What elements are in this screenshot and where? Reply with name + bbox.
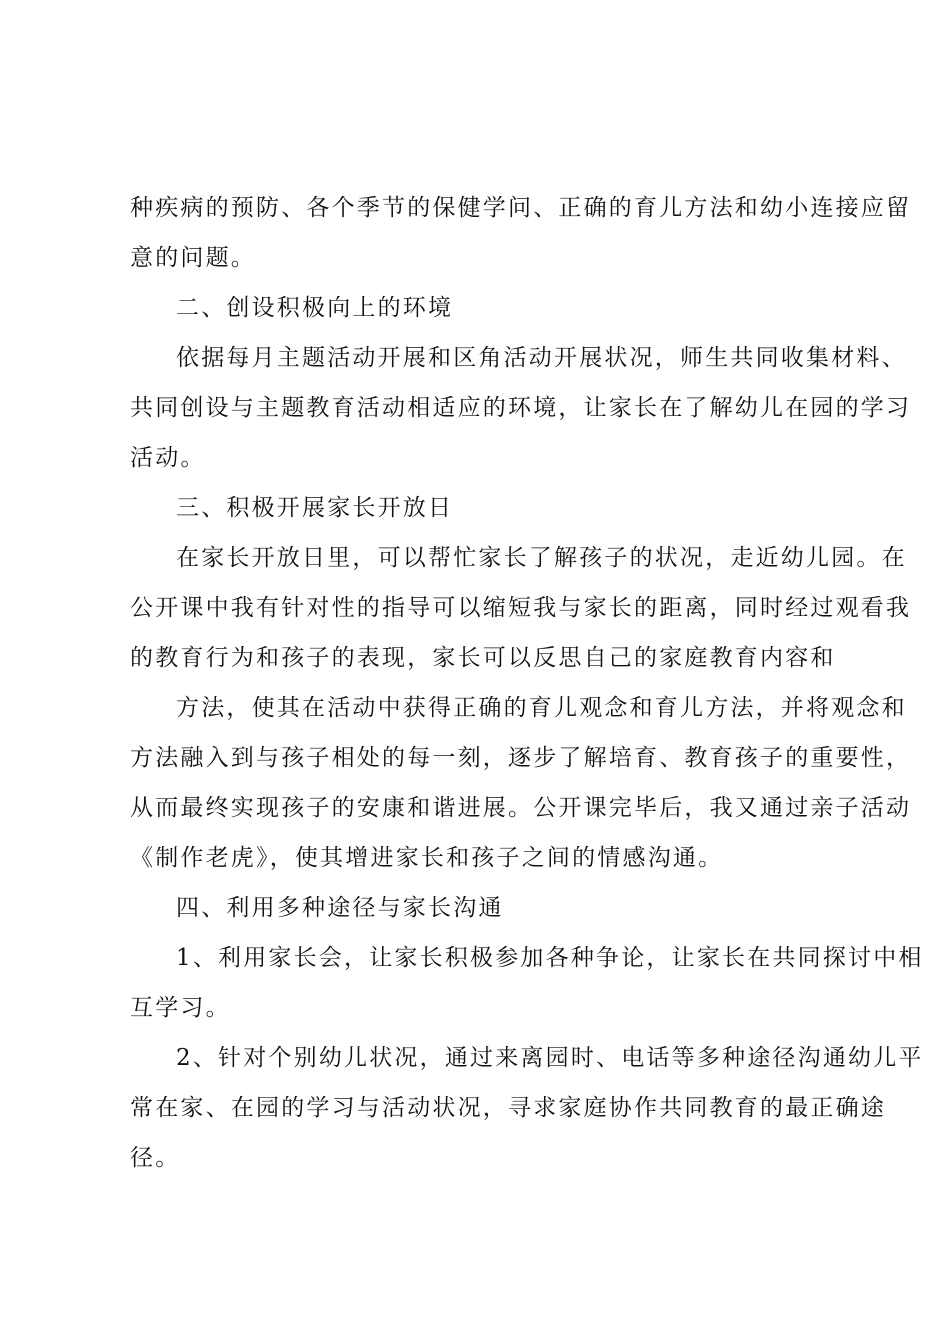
- text-line: 在家长开放日里，可以帮忙家长了解孩子的状况，走近幼儿园。在: [176, 545, 907, 571]
- text-line: 方法，使其在活动中获得正确的育儿观念和育儿方法，并将观念和: [176, 695, 907, 721]
- text-line: 共同创设与主题教育活动相适应的环境，让家长在了解幼儿在园的学习: [130, 395, 912, 421]
- text-line: 的教育行为和孩子的表现，家长可以反思自己的家庭教育内容和: [130, 645, 836, 671]
- text-line: 依据每月主题活动开展和区角活动开展状况，师生共同收集材料、: [176, 345, 907, 371]
- text-line: 公开课中我有针对性的指导可以缩短我与家长的距离，同时经过观看我: [130, 595, 912, 621]
- text-line: 种疾病的预防、各个季节的保健学问、正确的育儿方法和幼小连接应留: [130, 195, 912, 221]
- text-line: 从而最终实现孩子的安康和谐进展。公开课完毕后，我又通过亲子活动: [130, 795, 912, 821]
- text-line: 互学习。: [130, 995, 231, 1021]
- section-heading: 二、创设积极向上的环境: [176, 295, 454, 321]
- text-line: 2、针对个别幼儿状况，通过来离园时、电话等多种途径沟通幼儿平: [176, 1045, 924, 1071]
- section-heading: 四、利用多种途径与家长沟通: [176, 895, 504, 921]
- text-line: 意的问题。: [130, 245, 256, 271]
- text-line: 《制作老虎》，使其增进家长和孩子之间的情感沟通。: [130, 845, 724, 871]
- section-heading: 三、积极开展家长开放日: [176, 495, 454, 521]
- text-line: 方法融入到与孩子相处的每一刻，逐步了解培育、教育孩子的重要性，: [130, 745, 912, 771]
- text-line: 1、利用家长会，让家长积极参加各种争论，让家长在共同探讨中相: [176, 945, 924, 971]
- text-line: 活动。: [130, 445, 206, 471]
- text-line: 径。: [130, 1145, 181, 1171]
- text-line: 常在家、在园的学习与活动状况，寻求家庭协作共同教育的最正确途: [130, 1095, 886, 1121]
